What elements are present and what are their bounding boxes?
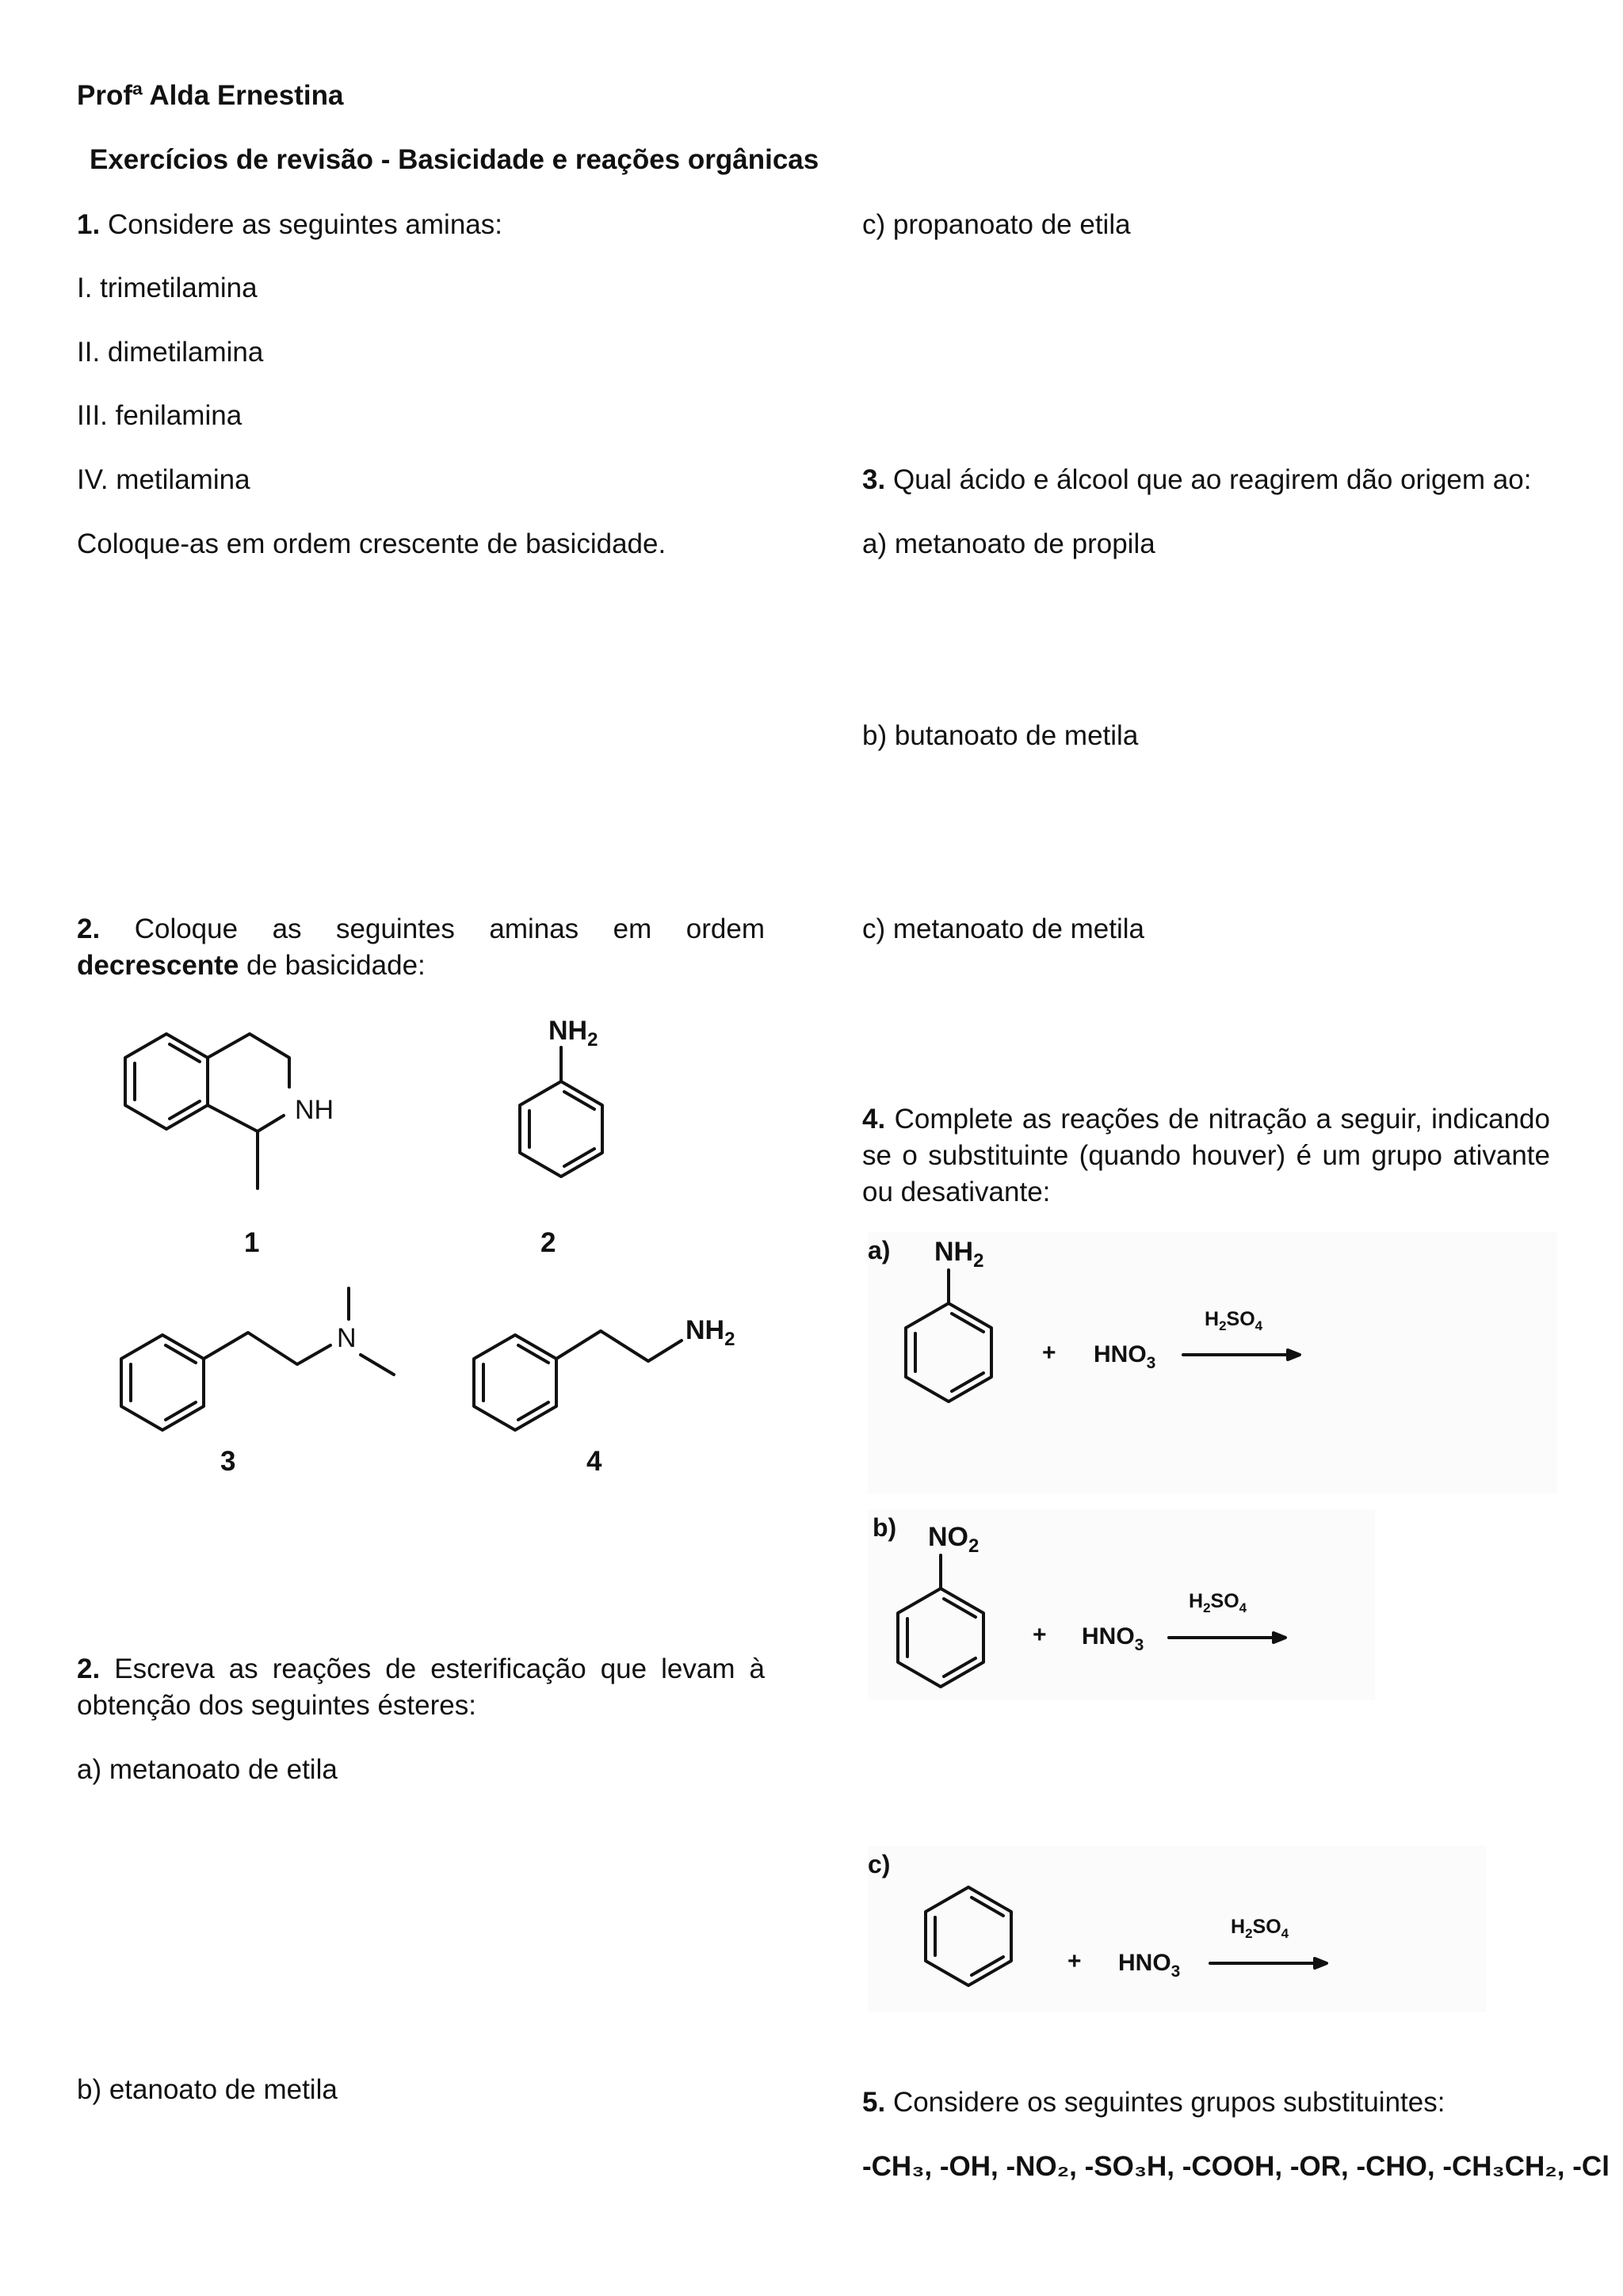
plus-sign: + bbox=[1067, 1948, 1082, 1974]
benzene-ring bbox=[906, 1303, 991, 1402]
page-title: Exercícios de revisão - Basicidade e reações orgânicas bbox=[90, 144, 819, 175]
q2b-number: 2. bbox=[77, 1653, 101, 1684]
structure-label-1: 1 bbox=[244, 1227, 260, 1258]
q3-number: 3. bbox=[862, 464, 886, 495]
q2-prompt-bold: decrescente bbox=[77, 950, 239, 981]
q3-prompt bbox=[862, 462, 1531, 498]
benzene-ring bbox=[898, 1589, 983, 1687]
reaction-a-substituent: $NH_2$ bbox=[934, 1237, 984, 1272]
q5-prompt-text: Considere os seguintes grupos substituintes: bbox=[892, 2087, 1445, 2118]
benzene-ring bbox=[125, 1034, 208, 1129]
nh2-label: $NH_2$ bbox=[548, 1016, 598, 1051]
n-label: N bbox=[337, 1323, 357, 1353]
q1-prompt bbox=[77, 207, 502, 243]
reaction-b-substituent: $NO_2$ bbox=[928, 1522, 980, 1557]
reaction-b-nitrobenzene-nitration bbox=[868, 1509, 1557, 1715]
q5-prompt bbox=[862, 2084, 1445, 2121]
q2-number: 2. bbox=[77, 913, 101, 944]
reaction-c-benzene-nitration bbox=[868, 1846, 1557, 2028]
q1-item-1: I. trimetilamina bbox=[77, 273, 258, 303]
reaction-label-a: a) bbox=[868, 1236, 891, 1264]
structure-label-2: 2 bbox=[540, 1227, 556, 1258]
q3-prompt-text: Qual ácido e álcool que ao reagirem dão origem ao: bbox=[892, 464, 1532, 495]
teacher-name: Profª Alda Ernestina bbox=[77, 80, 344, 111]
q2-prompt-before: Coloque as seguintes aminas em ordem bbox=[134, 913, 765, 944]
q2b-item-a: a) metanoato de etila bbox=[77, 1754, 338, 1785]
q3-item-b: b) butanoato de metila bbox=[862, 720, 1139, 751]
q1-number: 1. bbox=[77, 209, 101, 240]
q3-item-a: a) metanoato de propila bbox=[862, 528, 1155, 559]
q3-item-c: c) metanoato de metila bbox=[862, 913, 1145, 944]
nh-label: NH bbox=[295, 1095, 334, 1125]
structure-2-aniline bbox=[491, 1006, 634, 1220]
q4-prompt bbox=[862, 1101, 1550, 1211]
q2b-item-c: c) propanoato de etila bbox=[862, 209, 1131, 240]
q1-prompt-text: Considere as seguintes aminas: bbox=[107, 209, 502, 240]
reaction-label-c: c) bbox=[868, 1850, 891, 1878]
reagent-hno3: $HNO_3$ bbox=[1118, 1950, 1181, 1981]
q1-item-2: II. dimetilamina bbox=[77, 337, 264, 368]
q1-item-4: IV. metilamina bbox=[77, 464, 250, 495]
q4-prompt-text: Complete as reações de nitração a seguir, indicando se o substituinte (quando houver) é um grupo ativante ou desativante: bbox=[862, 1104, 1550, 1207]
q1-instruction: Coloque-as em ordem crescente de basicidade. bbox=[77, 528, 666, 559]
catalyst-h2so4: $H_2SO_4$ bbox=[1205, 1308, 1263, 1333]
plus-sign: + bbox=[1033, 1622, 1047, 1648]
structure-1-tetrahydroisoquinoline bbox=[111, 1022, 349, 1228]
q2b-prompt-text: Escreva as reações de esterificação que levam à obtenção dos seguintes ésteres: bbox=[77, 1653, 765, 1721]
q2b-item-b: b) etanoato de metila bbox=[77, 2074, 338, 2105]
reaction-a-aniline-nitration bbox=[868, 1232, 1557, 1493]
benzene-ring bbox=[474, 1335, 556, 1430]
benzene-ring bbox=[121, 1335, 204, 1430]
nh2-label: $NH_2$ bbox=[685, 1315, 735, 1350]
catalyst-h2so4: $H_2SO_4$ bbox=[1231, 1916, 1289, 1941]
catalyst-h2so4: $H_2SO_4$ bbox=[1189, 1590, 1247, 1615]
reagent-hno3: $HNO_3$ bbox=[1082, 1623, 1144, 1654]
reaction-label-b: b) bbox=[873, 1513, 897, 1542]
reagent-hno3: $HNO_3$ bbox=[1094, 1341, 1156, 1372]
q5-groups: -CH₃, -OH, -NO₂, -SO₃H, -COOH, -OR, -CHO, -CH₃CH₂, -Cl bbox=[862, 2151, 1610, 2182]
q4-number: 4. bbox=[862, 1104, 886, 1135]
q1-item-3: III. fenilamina bbox=[77, 400, 242, 431]
q2-prompt-after: de basicidade: bbox=[246, 950, 426, 981]
structure-label-3: 3 bbox=[220, 1446, 236, 1477]
q2-prompt bbox=[77, 911, 765, 984]
q5-number: 5. bbox=[862, 2087, 886, 2118]
benzene-ring bbox=[520, 1081, 602, 1177]
q2b-prompt bbox=[77, 1651, 765, 1724]
plus-sign: + bbox=[1042, 1340, 1056, 1366]
structure-label-4: 4 bbox=[586, 1446, 602, 1477]
structure-4-phenethylamine bbox=[452, 1291, 769, 1450]
benzene-ring bbox=[926, 1887, 1011, 1985]
structure-3-dimethylphenethylamine bbox=[99, 1276, 416, 1458]
